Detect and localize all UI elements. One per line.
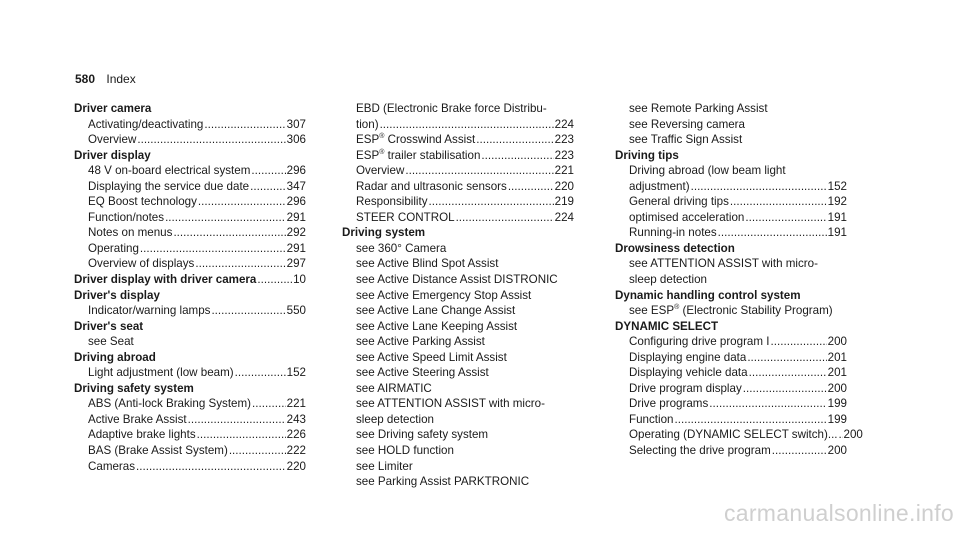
index-entry bbox=[615, 303, 847, 319]
page-ref: 292 bbox=[286, 226, 306, 240]
index-entry bbox=[342, 334, 574, 350]
leader-dots bbox=[229, 443, 286, 459]
entry-label: Driver's seat bbox=[74, 319, 144, 333]
entry-label: Driving safety system bbox=[74, 381, 194, 395]
entry-label: Operating (DYNAMIC SELECT switch)... bbox=[629, 428, 838, 442]
index-entry bbox=[615, 117, 847, 133]
index-heading bbox=[74, 381, 306, 397]
index-entry bbox=[615, 163, 847, 179]
index-entry bbox=[342, 288, 574, 304]
index-heading bbox=[615, 241, 847, 257]
entry-label: DYNAMIC SELECT bbox=[615, 319, 719, 333]
page-ref: 200 bbox=[827, 335, 847, 349]
index-entry bbox=[615, 443, 847, 459]
index-entry bbox=[615, 427, 863, 443]
index-entry bbox=[342, 148, 574, 164]
index-entry bbox=[615, 334, 847, 350]
page-ref: 291 bbox=[286, 210, 306, 224]
entry-label: Running-in notes bbox=[629, 226, 717, 240]
entry-label: see 360° Camera bbox=[356, 241, 447, 255]
leader-dots bbox=[195, 256, 285, 272]
index-entry bbox=[342, 459, 574, 475]
index-entry bbox=[615, 179, 847, 195]
index-column-3 bbox=[615, 101, 863, 459]
leader-dots bbox=[188, 412, 286, 428]
page-ref: 224 bbox=[554, 117, 574, 131]
index-heading bbox=[74, 319, 306, 335]
index-entry bbox=[74, 163, 306, 179]
index-entry bbox=[342, 474, 574, 490]
entry-label: see Driving safety system bbox=[356, 428, 489, 442]
section-title: Index bbox=[106, 72, 136, 86]
page-ref: 296 bbox=[286, 195, 306, 209]
entry-label: ESP® Crosswind Assist bbox=[356, 133, 476, 147]
index-heading bbox=[74, 101, 306, 117]
index-entry bbox=[342, 443, 574, 459]
entry-label: optimised acceleration bbox=[629, 210, 745, 224]
page-ref: 191 bbox=[827, 226, 847, 240]
page-ref: 191 bbox=[827, 210, 847, 224]
page-ref: 347 bbox=[286, 179, 306, 193]
leader-dots bbox=[257, 272, 292, 288]
leader-dots bbox=[730, 194, 827, 210]
index-entry bbox=[342, 210, 574, 226]
index-entry bbox=[615, 225, 847, 241]
entry-label: Driving abroad bbox=[74, 350, 156, 364]
index-entry bbox=[615, 365, 847, 381]
page-ref: 291 bbox=[286, 241, 306, 255]
index-entry bbox=[615, 132, 847, 148]
page-ref: 152 bbox=[286, 366, 306, 380]
leader-dots bbox=[674, 412, 826, 428]
entry-label: see Limiter bbox=[356, 459, 413, 473]
leader-dots bbox=[718, 225, 827, 241]
index-entry bbox=[74, 210, 306, 226]
entry-label: see Active Steering Assist bbox=[356, 366, 489, 380]
entry-label: Displaying vehicle data bbox=[629, 366, 748, 380]
entry-label: sleep detection bbox=[629, 273, 707, 287]
entry-label: see Active Speed Limit Assist bbox=[356, 350, 507, 364]
page-ref: 307 bbox=[286, 117, 306, 131]
entry-label: Driving abroad (low beam light bbox=[629, 164, 786, 178]
entry-label: Configuring drive program I bbox=[629, 335, 770, 349]
entry-label: see Active Emergency Stop Assist bbox=[356, 288, 532, 302]
page-ref: 10 bbox=[293, 273, 306, 287]
index-entry bbox=[74, 132, 306, 148]
leader-dots bbox=[743, 381, 827, 397]
entry-label: see Parking Assist PARKTRONIC bbox=[356, 475, 530, 489]
leader-dots bbox=[839, 427, 843, 443]
entry-label: STEER CONTROL bbox=[356, 210, 455, 224]
leader-dots bbox=[481, 148, 553, 164]
page-ref: 192 bbox=[827, 195, 847, 209]
index-entry bbox=[342, 256, 574, 272]
leader-dots bbox=[476, 132, 553, 148]
entry-label: Displaying the service due date bbox=[88, 179, 250, 193]
page-ref: 219 bbox=[554, 195, 574, 209]
entry-label: see Reversing camera bbox=[629, 117, 745, 131]
index-heading bbox=[615, 148, 847, 164]
entry-label: see ESP® (Electronic Stability Program) bbox=[629, 304, 833, 318]
entry-label: Drive program display bbox=[629, 381, 742, 395]
index-heading bbox=[615, 319, 847, 335]
entry-label: Active Brake Assist bbox=[88, 412, 187, 426]
index-heading bbox=[74, 288, 306, 304]
index-entry bbox=[342, 381, 574, 397]
index-entry bbox=[615, 272, 847, 288]
leader-dots bbox=[137, 132, 285, 148]
entry-label: Driving system bbox=[342, 226, 426, 240]
entry-label: Overview bbox=[356, 164, 405, 178]
watermark: carmanualsonline.info bbox=[723, 500, 954, 526]
page-ref: 221 bbox=[286, 397, 306, 411]
index-entry bbox=[74, 241, 306, 257]
leader-dots bbox=[508, 179, 554, 195]
leader-dots bbox=[235, 365, 286, 381]
leader-dots bbox=[770, 334, 826, 350]
entry-label: see ATTENTION ASSIST with micro- bbox=[629, 257, 818, 271]
entry-label: ESP® trailer stabilisation bbox=[356, 148, 481, 162]
entry-label: adjustment) bbox=[629, 179, 690, 193]
entry-label: Displaying engine data bbox=[629, 350, 747, 364]
index-entry bbox=[342, 117, 574, 133]
entry-label: Indicator/warning lamps bbox=[88, 304, 211, 318]
leader-dots bbox=[747, 350, 826, 366]
page-ref: 243 bbox=[286, 412, 306, 426]
page-ref: 199 bbox=[827, 397, 847, 411]
leader-dots bbox=[380, 117, 554, 133]
entry-label: see ATTENTION ASSIST with micro- bbox=[356, 397, 545, 411]
entry-label: tion) bbox=[356, 117, 379, 131]
leader-dots bbox=[456, 210, 554, 226]
index-entry bbox=[342, 427, 574, 443]
index-entry bbox=[615, 412, 847, 428]
entry-label: Selecting the drive program bbox=[629, 444, 771, 458]
entry-label: see Active Blind Spot Assist bbox=[356, 257, 499, 271]
index-heading bbox=[74, 350, 306, 366]
index-entry bbox=[342, 396, 574, 412]
index-entry bbox=[342, 303, 574, 319]
leader-dots bbox=[749, 365, 827, 381]
index-entry bbox=[74, 427, 306, 443]
entry-label: Drive programs bbox=[629, 397, 709, 411]
index-entry bbox=[74, 459, 306, 475]
leader-dots bbox=[251, 163, 285, 179]
page-ref: 200 bbox=[843, 428, 863, 442]
index-entry bbox=[615, 396, 847, 412]
page-ref: 220 bbox=[286, 459, 306, 473]
page-ref: 199 bbox=[827, 412, 847, 426]
leader-dots bbox=[252, 396, 286, 412]
index-entry bbox=[342, 412, 574, 428]
entry-label: BAS (Brake Assist System) bbox=[88, 444, 228, 458]
leader-dots bbox=[173, 225, 285, 241]
index-entry bbox=[74, 256, 306, 272]
index-entry bbox=[615, 256, 847, 272]
page-ref: 222 bbox=[286, 444, 306, 458]
index-heading bbox=[74, 272, 306, 288]
entry-label: Driver display bbox=[74, 148, 151, 162]
page-ref: 306 bbox=[286, 133, 306, 147]
index-entry bbox=[615, 101, 847, 117]
index-entry bbox=[342, 101, 574, 117]
entry-label: EBD (Electronic Brake force Distribu- bbox=[356, 102, 547, 115]
index-entry bbox=[342, 241, 574, 257]
entry-label: Driving tips bbox=[615, 148, 679, 162]
entry-label: sleep detection bbox=[356, 412, 434, 426]
entry-label: Adaptive brake lights bbox=[88, 428, 196, 442]
entry-label: Drowsiness detection bbox=[615, 241, 735, 255]
entry-label: see Active Distance Assist DISTRONIC bbox=[356, 273, 558, 287]
index-entry bbox=[342, 194, 574, 210]
leader-dots bbox=[211, 303, 285, 319]
leader-dots bbox=[709, 396, 826, 412]
index-entry bbox=[342, 350, 574, 366]
page-ref: 221 bbox=[554, 164, 574, 178]
index-column-2 bbox=[342, 101, 574, 490]
entry-label: Radar and ultrasonic sensors bbox=[356, 179, 507, 193]
index-entry bbox=[342, 163, 574, 179]
page-ref: 200 bbox=[827, 381, 847, 395]
page-header bbox=[75, 71, 136, 87]
entry-label: see Active Lane Change Assist bbox=[356, 304, 516, 318]
entry-label: Notes on menus bbox=[88, 226, 173, 240]
index-entry bbox=[342, 272, 574, 288]
page-ref: 152 bbox=[827, 179, 847, 193]
entry-label: Activating/deactivating bbox=[88, 117, 204, 131]
index-heading bbox=[74, 148, 306, 164]
entry-label: see Traffic Sign Assist bbox=[629, 133, 743, 147]
page-ref: 220 bbox=[554, 179, 574, 193]
leader-dots bbox=[136, 459, 286, 475]
index-entry bbox=[74, 396, 306, 412]
entry-label: Operating bbox=[88, 241, 139, 255]
index-entry bbox=[342, 319, 574, 335]
page-ref: 296 bbox=[286, 164, 306, 178]
entry-label: Cameras bbox=[88, 459, 136, 473]
entry-label: Driver's display bbox=[74, 288, 160, 302]
page-ref: 224 bbox=[554, 210, 574, 224]
page-ref: 201 bbox=[827, 350, 847, 364]
entry-label: General driving tips bbox=[629, 195, 729, 209]
page-ref: 550 bbox=[286, 304, 306, 318]
entry-label: see Active Lane Keeping Assist bbox=[356, 319, 518, 333]
entry-label: Overview of displays bbox=[88, 257, 195, 271]
leader-dots bbox=[197, 427, 286, 443]
index-entry bbox=[74, 303, 306, 319]
entry-label: see Seat bbox=[88, 335, 134, 349]
index-entry bbox=[615, 194, 847, 210]
index-entry bbox=[342, 179, 574, 195]
index-entry bbox=[615, 381, 847, 397]
index-entry bbox=[615, 210, 847, 226]
page-ref: 223 bbox=[554, 133, 574, 147]
leader-dots bbox=[198, 194, 286, 210]
index-entry bbox=[74, 365, 306, 381]
index-column-1 bbox=[74, 101, 306, 474]
page-ref: 201 bbox=[827, 366, 847, 380]
page-number: 580 bbox=[75, 72, 96, 86]
entry-label: Responsibility bbox=[356, 195, 428, 209]
entry-label: see AIRMATIC bbox=[356, 381, 432, 395]
entry-label: see HOLD function bbox=[356, 444, 454, 458]
leader-dots bbox=[250, 179, 286, 195]
leader-dots bbox=[691, 179, 827, 195]
leader-dots bbox=[204, 117, 285, 133]
entry-label: Function/notes bbox=[88, 210, 165, 224]
leader-dots bbox=[165, 210, 286, 226]
leader-dots bbox=[140, 241, 286, 257]
entry-label: see Remote Parking Assist bbox=[629, 102, 768, 115]
index-entry bbox=[74, 194, 306, 210]
entry-label: see Active Parking Assist bbox=[356, 335, 485, 349]
entry-label: EQ Boost technology bbox=[88, 195, 197, 209]
entry-label: Driver display with driver camera bbox=[74, 273, 257, 287]
index-entry bbox=[74, 117, 306, 133]
index-entry bbox=[342, 365, 574, 381]
leader-dots bbox=[429, 194, 554, 210]
index-entry bbox=[74, 412, 306, 428]
entry-label: Function bbox=[629, 412, 674, 426]
index-heading bbox=[342, 225, 574, 241]
index-entry bbox=[74, 334, 306, 350]
page-ref: 223 bbox=[554, 148, 574, 162]
entry-label: Dynamic handling control system bbox=[615, 288, 801, 302]
entry-label: ABS (Anti-lock Braking System) bbox=[88, 397, 252, 411]
entry-label: Driver camera bbox=[74, 102, 152, 115]
entry-label: Light adjustment (low beam) bbox=[88, 366, 234, 380]
index-entry bbox=[74, 225, 306, 241]
index-heading bbox=[615, 288, 847, 304]
page-ref: 200 bbox=[827, 444, 847, 458]
page-ref: 297 bbox=[286, 257, 306, 271]
index-entry bbox=[342, 132, 574, 148]
entry-label: 48 V on-board electrical system bbox=[88, 164, 251, 178]
leader-dots bbox=[745, 210, 826, 226]
index-entry bbox=[74, 179, 306, 195]
leader-dots bbox=[772, 443, 827, 459]
index-entry bbox=[615, 350, 847, 366]
leader-dots bbox=[405, 163, 553, 179]
entry-label: Overview bbox=[88, 133, 137, 147]
page-ref: 226 bbox=[286, 428, 306, 442]
index-entry bbox=[74, 443, 306, 459]
